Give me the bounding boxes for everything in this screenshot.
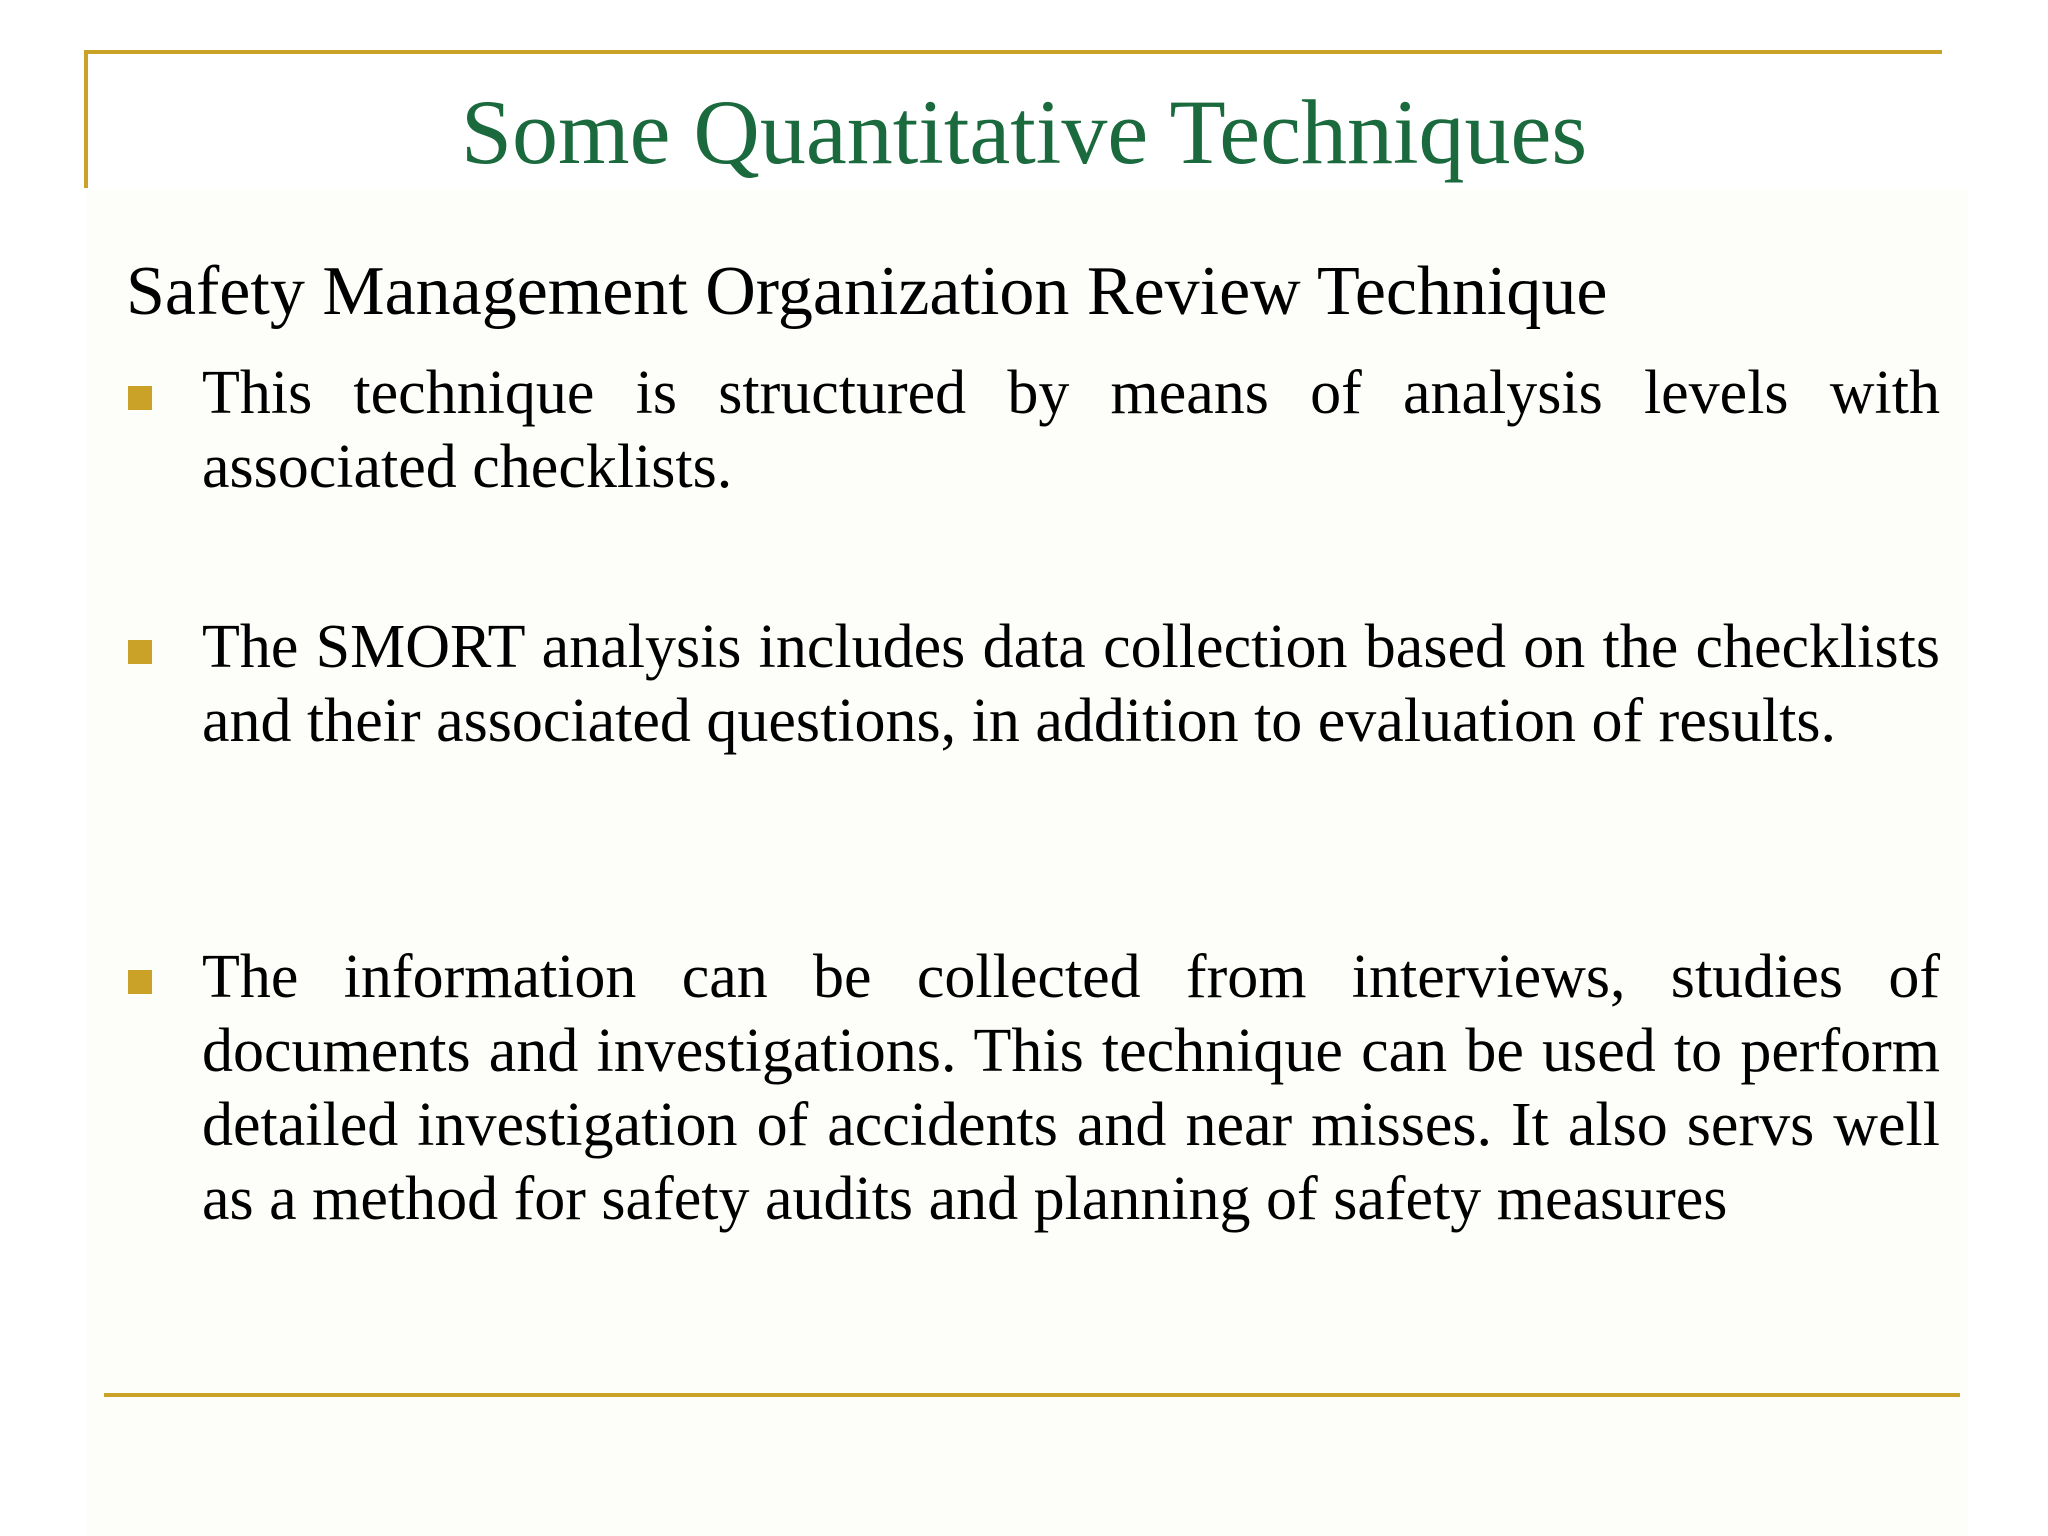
bullet-text: The SMORT analysis includes data collection based on the checklists and their associated questions, in addition to evaluation of results. xyxy=(202,613,1940,755)
square-bullet-icon xyxy=(128,386,152,410)
square-bullet-icon xyxy=(128,640,152,664)
bottom-frame-line xyxy=(104,1393,1960,1397)
slide-title: Some Quantitative Techniques xyxy=(460,81,1588,183)
bullet-text: This technique is structured by means of analysis levels with associated checklists. xyxy=(202,359,1940,501)
slide-subtitle: Safety Management Organization Review Technique xyxy=(126,253,1608,330)
top-frame-line xyxy=(84,50,1942,54)
bullet-text: The information can be collected from interviews, studies of documents and investigations. This technique can be used to perform detailed investigation of accidents and near misses. It also servs well as a method for safety audits and planning of safety measures xyxy=(202,943,1940,1233)
square-bullet-icon xyxy=(128,970,152,994)
